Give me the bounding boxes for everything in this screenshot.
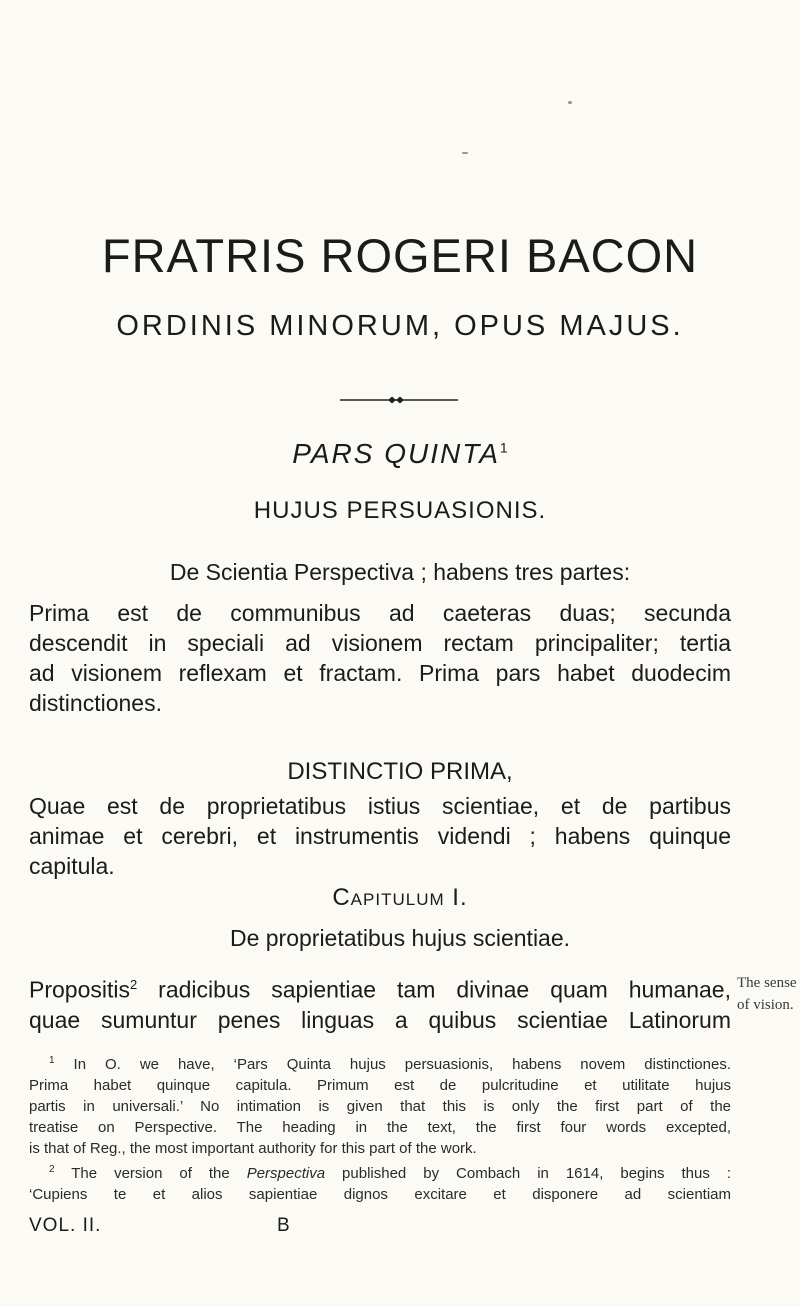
paper-speck	[568, 101, 572, 104]
part-subheading: HUJUS PERSUASIONIS.	[253, 497, 547, 524]
footnote-ref-1[interactable]: 1	[499, 439, 508, 456]
diamond-rule-ornament	[340, 396, 458, 404]
paper-speck	[462, 152, 468, 154]
distinction-line: capitula.	[29, 853, 115, 879]
body-line	[29, 970, 731, 1005]
page-signature	[29, 1215, 389, 1237]
distinction-paragraph	[29, 791, 731, 881]
body-line-start: Propositis	[29, 976, 130, 1003]
book-subtitle: ORDINIS MINORUM, OPUS MAJUS.	[116, 310, 684, 342]
footnote-number: 2	[49, 1164, 55, 1175]
chapter-subheading: De proprietatibus hujus scientiae.	[229, 925, 571, 951]
footnote-ref-2[interactable]: 2	[129, 977, 138, 992]
footnote-1-line: partis in universali.’ No intimation is given that this is only the first part of the	[29, 1098, 731, 1115]
footnote-1-text: In O. we have, ‘Pars Quinta hujus persuasionis, habens novem distinctiones.	[73, 1056, 731, 1073]
margin-note-line: of vision.	[737, 997, 794, 1013]
footnote-1-line: Prima habet quinque capitula. Primum est de pulcritudine et utilitate hujus	[29, 1077, 731, 1094]
part-heading	[0, 438, 800, 470]
body-line-end: radicibus sapientiae tam divinae quam humanae,	[137, 976, 731, 1003]
intro-line: distinctiones.	[29, 690, 162, 716]
footnote-2-line: ‘Cupiens te et alios sapientiae dignos excitare et disponere ad scientiam	[29, 1186, 731, 1203]
intro-paragraph	[29, 598, 731, 718]
footnote-2-italic-title: Perspectiva	[246, 1165, 326, 1182]
footnote-2-text-start: The version of the	[71, 1165, 247, 1182]
volume-label: VOL. II.	[29, 1215, 102, 1236]
distinction-line: animae et cerebri, et instrumentis videndi ; habens quinque	[29, 823, 731, 849]
footnotes	[29, 1050, 731, 1205]
margin-note-line: The sense	[737, 975, 797, 991]
footnote-2-text-end: published by Combach in 1614, begins thus :	[325, 1165, 732, 1182]
margin-note	[737, 972, 800, 1016]
footnote-number: 1	[49, 1055, 55, 1066]
distinction-line: Quae est de proprietatibus istius scientiae, et de partibus	[29, 793, 731, 819]
scope-line: De Scientia Perspectiva ; habens tres partes:	[169, 559, 631, 585]
intro-line: Prima est de communibus ad caeteras duas; secunda	[29, 600, 731, 626]
footnote-1-line: treatise on Perspective. The heading in the text, the first four words excepted,	[29, 1119, 731, 1136]
body-line: quae sumuntur penes linguas a quibus scientiae Latinorum	[29, 1006, 731, 1033]
footnote-2-line	[29, 1159, 731, 1184]
footnote-1-line: is that of Reg., the most important authority for this part of the work.	[29, 1140, 477, 1157]
signature-mark: B	[277, 1215, 291, 1236]
distinction-heading: DISTINCTIO PRIMA,	[287, 758, 513, 785]
body-paragraph	[29, 970, 731, 1035]
part-heading-text: PARS QUINTA	[292, 438, 500, 469]
intro-line: ad visionem reflexam et fractam. Prima pars habet duodecim	[29, 660, 731, 686]
book-title: FRATRIS ROGERI BACON	[101, 229, 699, 282]
intro-line: descendit in speciali ad visionem rectam principaliter; tertia	[29, 630, 731, 656]
footnote-1-line	[29, 1050, 731, 1075]
chapter-heading: Capitulum I.	[332, 884, 468, 911]
